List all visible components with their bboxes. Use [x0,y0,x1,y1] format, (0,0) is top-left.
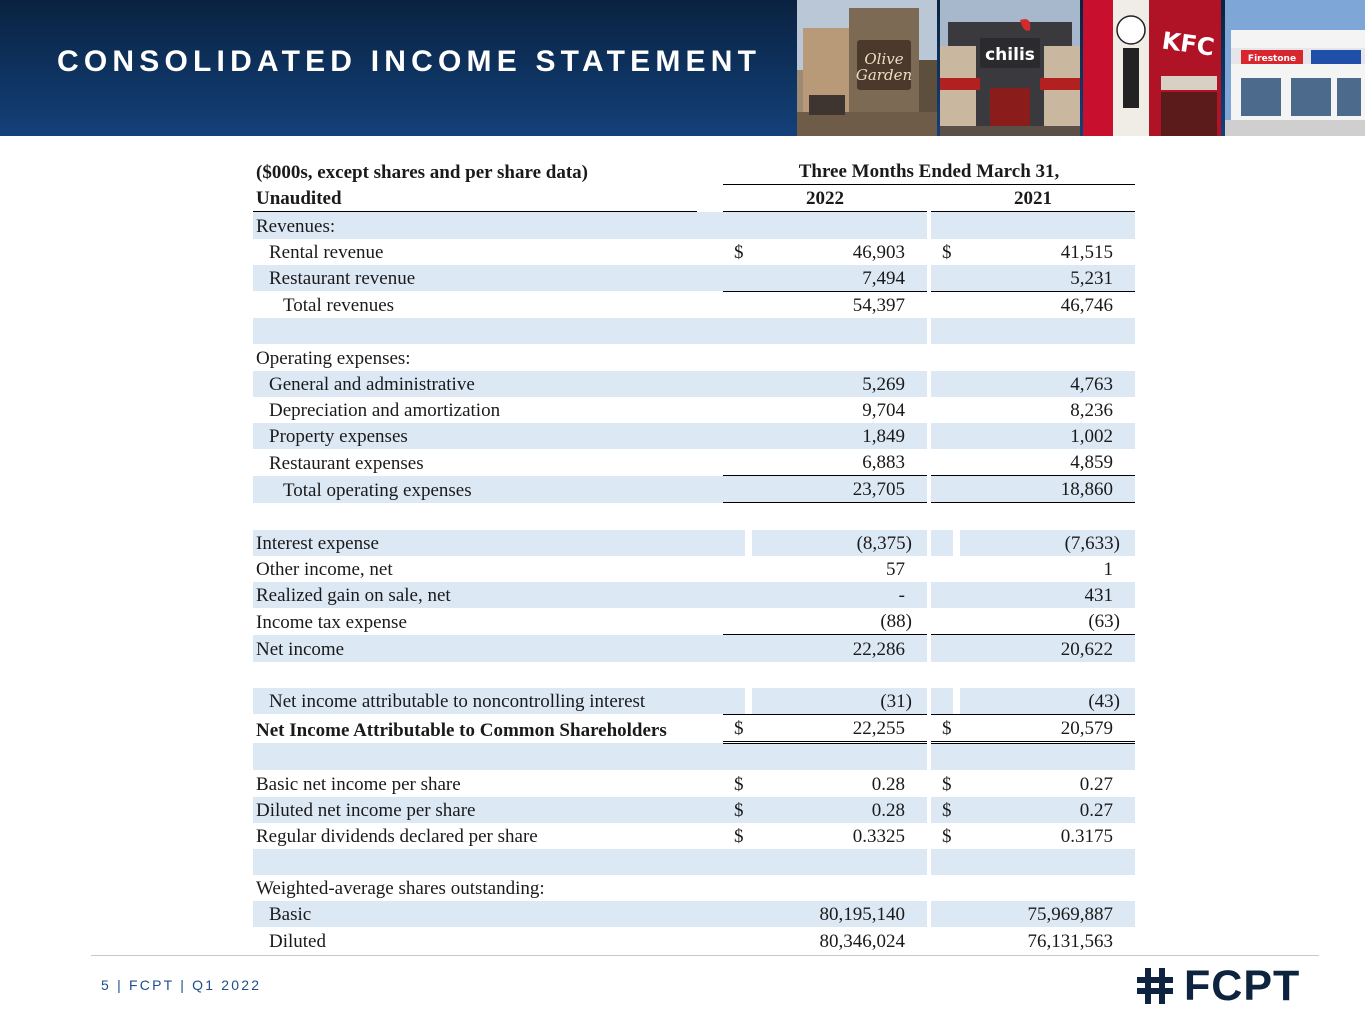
row-label: Income tax expense [256,611,407,633]
value-2021: 46,746 [953,291,1113,318]
table-row [253,371,1135,397]
table-row [253,608,1135,635]
value-2021: (63) [1088,611,1120,633]
value-2022: 5,269 [745,371,905,397]
dollar-sign-2021 [931,318,953,344]
dollar-sign-2022 [723,449,745,476]
table-row [253,743,1135,771]
value-2022 [745,503,905,530]
dollar-sign-2021 [931,582,953,608]
row-label: General and administrative [253,371,697,397]
dollar-sign-2021 [931,291,953,318]
dollar-sign-2022: $ [723,714,745,742]
table-row [253,423,1135,449]
income-statement-table [253,158,1135,954]
value-2021: 4,859 [1070,452,1113,474]
row-label: Total revenues [283,295,395,317]
dollar-sign-2021 [931,688,953,715]
value-2021: 18,860 [953,476,1113,503]
dollar-sign-2022 [723,662,745,688]
dollar-sign-2022 [723,582,745,608]
value-2021 [953,318,1113,344]
row-label: Interest expense [253,530,697,556]
row-label [253,503,697,530]
fcpt-logo [1136,962,1316,1010]
value-2022: - [745,582,905,608]
dollar-sign-2021 [931,397,953,423]
value-2021: 20,622 [953,635,1113,662]
table-row [253,291,1135,318]
table-row [253,239,1135,265]
dollar-sign-2021 [931,556,953,582]
dollar-sign-2021: $ [942,773,952,795]
value-2021: (43) [960,688,1120,715]
table-row [253,503,1135,530]
table-row [253,901,1135,927]
footer-divider [91,955,1319,956]
row-label: Other income, net [256,559,393,580]
row-label: Restaurant revenue [253,265,697,292]
units-note: ($000s, except shares and per share data) [256,161,588,183]
restaurant-photo-strip [797,0,1365,136]
table-row [253,797,1135,823]
value-2021: 431 [953,582,1113,608]
table-row [253,212,1135,239]
dollar-sign-2022 [723,875,745,901]
value-2022: 9,704 [862,399,905,421]
dollar-sign-2022 [723,476,745,503]
row-label: Basic [253,901,697,927]
value-2022 [745,875,905,901]
row-label [253,849,697,875]
table-row [253,582,1135,608]
dollar-sign-2022: $ [734,825,744,847]
value-2021: 4,763 [953,371,1113,397]
dollar-sign-2022: $ [734,241,744,263]
table-row [253,556,1135,582]
value-2022: (8,375) [752,530,912,556]
dollar-sign-2022 [723,344,745,370]
table-row [253,397,1135,423]
row-label: Operating expenses: [256,347,411,369]
row-label [253,318,697,344]
dollar-sign-2022 [723,743,745,771]
table-row [253,265,1135,292]
row-label [253,743,697,771]
row-label: Weighted-average shares outstanding: [256,878,545,900]
value-2022 [745,344,905,370]
value-2022: 23,705 [745,476,905,503]
dollar-sign-2022 [723,849,745,875]
year-2022-header: 2022 [723,185,927,212]
row-label: Diluted [269,930,326,952]
value-2022: 0.3325 [852,825,905,847]
value-2022: 22,286 [745,635,905,662]
row-label: Net Income Attributable to Common Shareholders [256,719,667,741]
dollar-sign-2022 [723,635,745,662]
table-row [253,849,1135,875]
dollar-sign-2021 [931,743,953,771]
year-2021-header: 2021 [931,185,1135,212]
value-2021 [953,849,1113,875]
dollar-sign-2021 [931,849,953,875]
olive-garden-sign-line1: Olive [864,50,904,68]
firestone-sign-text: Firestone [1247,54,1297,64]
table-row [253,635,1135,662]
value-2022: 1,849 [745,423,905,449]
table-row [253,449,1135,476]
photo-firestone [1225,0,1365,136]
table-row [253,770,1135,796]
dollar-sign-2021 [931,449,953,476]
dollar-sign-2022 [723,265,745,292]
dollar-sign-2021 [931,212,953,239]
value-2022 [745,212,905,239]
dollar-sign-2021: $ [942,241,952,263]
photo-kfc [1083,0,1221,136]
value-2022: 7,494 [745,265,905,292]
table-row [253,714,1135,742]
row-label: Revenues: [253,212,697,239]
dollar-sign-2021: $ [942,825,952,847]
dollar-sign-2021 [931,503,953,530]
row-label: Rental revenue [269,241,384,263]
value-2021: 5,231 [953,265,1113,292]
dollar-sign-2022 [723,423,745,449]
value-2021: 0.27 [1079,773,1113,795]
dollar-sign-2022 [723,530,745,556]
kfc-sign-text: KFC [1160,26,1217,62]
dollar-sign-2022 [723,901,745,927]
table-row [253,530,1135,556]
table-header-row-2 [253,185,1135,212]
value-2021: (7,633) [960,530,1120,556]
dollar-sign-2022 [723,556,745,582]
value-2021 [953,212,1113,239]
header-banner [0,0,1365,136]
row-label: Net income attributable to noncontrolling interest [253,688,697,715]
value-2022: 46,903 [852,241,905,263]
value-2021: 8,236 [1070,399,1113,421]
table-row [253,476,1135,503]
value-2022 [745,318,905,344]
dollar-sign-2021: $ [931,714,953,742]
period-header: Three Months Ended March 31, [723,158,1135,185]
table-row [253,688,1135,715]
row-label: Property expenses [253,423,697,449]
value-2022: 0.28 [871,773,905,795]
dollar-sign-2021 [931,635,953,662]
value-2021: 75,969,887 [953,901,1113,927]
dollar-sign-2021 [931,875,953,901]
dollar-sign-2021 [931,662,953,688]
footer-page-label: 5 | FCPT | Q1 2022 [101,977,262,993]
row-label: Regular dividends declared per share [256,825,538,847]
unaudited-label: Unaudited [253,185,697,212]
row-label: Diluted net income per share [253,797,697,823]
table-row [253,662,1135,688]
table-header-row-1 [253,158,1135,185]
photo-chilis [940,0,1080,136]
table-row [253,318,1135,344]
value-2021 [953,344,1113,370]
row-label: Depreciation and amortization [269,399,501,421]
table-row [253,344,1135,370]
value-2021: 0.3175 [1060,825,1113,847]
value-2022: 57 [886,559,905,580]
row-label: Net income [253,635,697,662]
row-label [253,662,697,688]
value-2021: 76,131,563 [1027,930,1113,952]
value-2021: 1,002 [953,423,1113,449]
page-title: CONSOLIDATED INCOME STATEMENT [57,45,762,78]
value-2022 [745,743,905,771]
dollar-sign-2021 [931,927,953,953]
dollar-sign-2021 [931,371,953,397]
value-2022 [745,849,905,875]
table-row [253,823,1135,849]
value-2022 [745,662,905,688]
dollar-sign-2021 [931,265,953,292]
value-2021 [953,503,1113,530]
value-2021: 20,579 [953,714,1113,742]
dollar-sign-2022 [723,212,745,239]
dollar-sign-2022 [723,371,745,397]
dollar-sign-2022 [723,688,745,715]
value-2022: 0.28 [745,797,905,823]
table-row [253,927,1135,953]
value-2022: 22,255 [745,714,905,742]
row-label: Realized gain on sale, net [253,582,697,608]
value-2022: 80,346,024 [819,930,905,952]
dollar-sign-2021 [931,476,953,503]
value-2021: 41,515 [1060,241,1113,263]
value-2021: 1 [1103,559,1113,580]
dollar-sign-2021 [931,530,953,556]
dollar-sign-2022 [723,503,745,530]
value-2022: (31) [752,688,912,715]
dollar-sign-2022 [723,318,745,344]
photo-olive-garden [797,0,937,136]
row-label: Basic net income per share [256,773,461,795]
value-2021: 0.27 [953,797,1113,823]
dollar-sign-2022: $ [734,773,744,795]
value-2022: 80,195,140 [745,901,905,927]
fcpt-logo-mark-icon [1136,966,1176,1006]
dollar-sign-2022 [723,927,745,953]
value-2022: 6,883 [862,452,905,474]
fcpt-logo-text: FCPT [1184,962,1301,1010]
dollar-sign-2021 [931,423,953,449]
dollar-sign-2021: $ [931,797,953,823]
olive-garden-sign-line2: Garden [855,66,913,84]
value-2022: (88) [880,611,912,633]
dollar-sign-2021 [931,344,953,370]
value-2021 [953,875,1113,901]
row-label: Restaurant expenses [269,452,424,474]
dollar-sign-2021 [931,608,953,635]
row-label: Total operating expenses [253,476,697,503]
dollar-sign-2022 [723,608,745,635]
dollar-sign-2022 [723,397,745,423]
value-2022: 54,397 [745,291,905,318]
chilis-sign-text: chilis [985,45,1035,65]
value-2021 [953,662,1113,688]
value-2021 [953,743,1113,771]
table-row [253,875,1135,901]
dollar-sign-2021 [931,901,953,927]
dollar-sign-2022 [723,291,745,318]
dollar-sign-2022: $ [723,797,745,823]
